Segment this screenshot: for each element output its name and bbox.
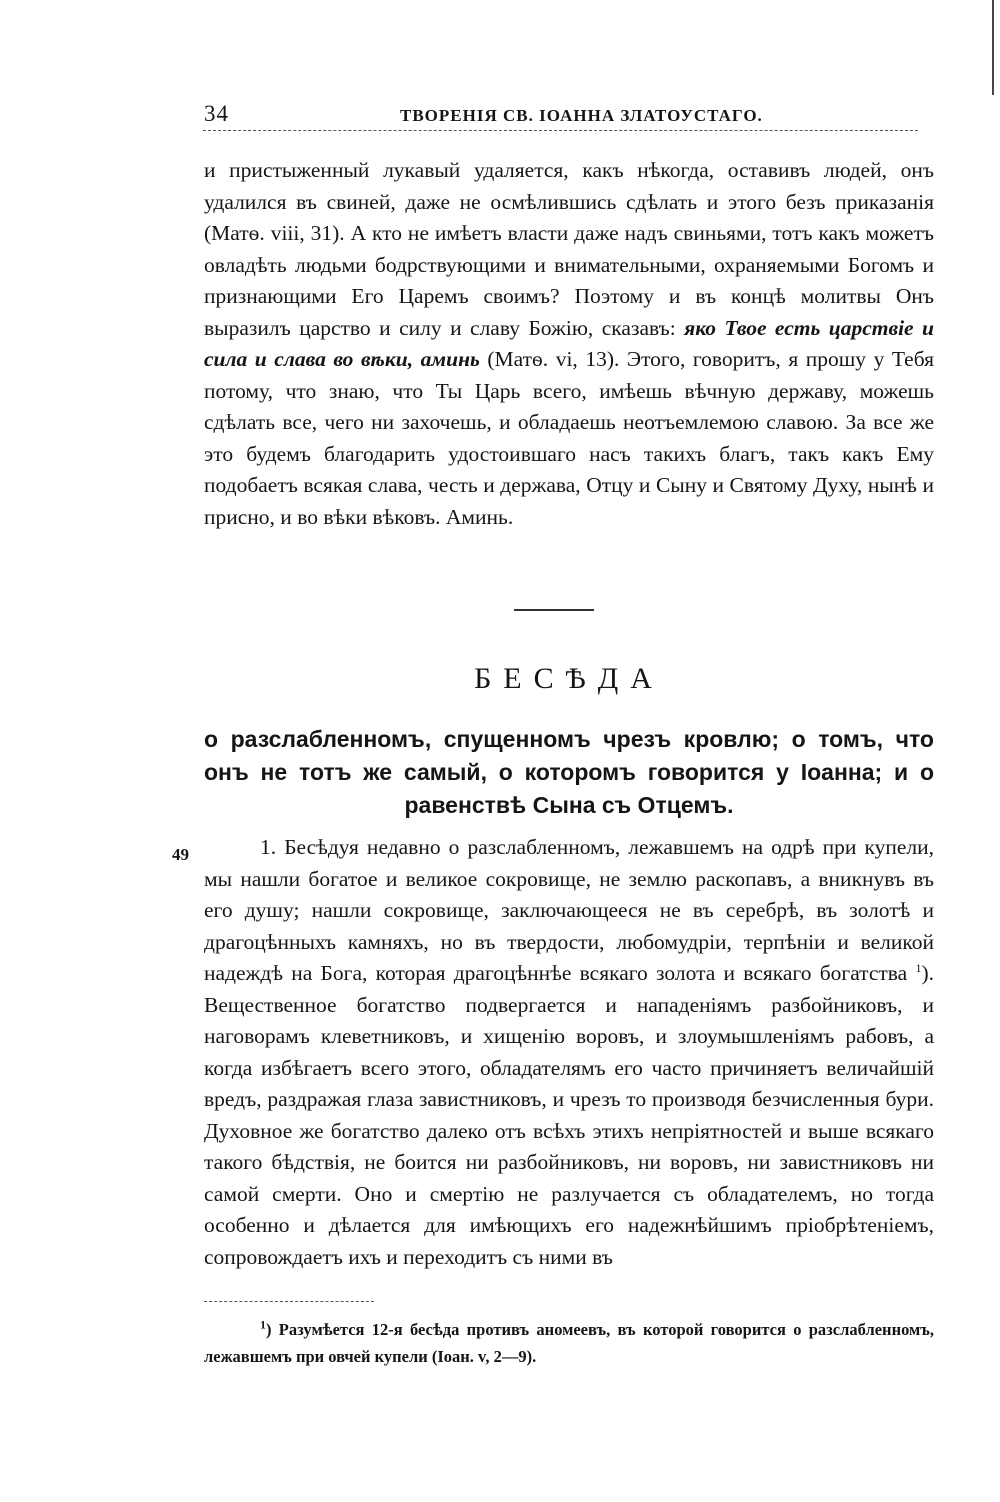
page-number: 34 — [204, 101, 229, 126]
running-header — [204, 101, 944, 129]
continued-text — [204, 155, 934, 533]
homily-heading: БЕСѢДА — [474, 662, 664, 695]
margin-number: 49 — [172, 845, 189, 864]
continued-paragraph — [204, 155, 934, 533]
running-title: ТВОРЕНІЯ СВ. ІОАННА ЗЛАТОУСТАГО. — [400, 106, 763, 125]
header-rule — [203, 130, 918, 131]
homily-paragraph-part1: 1. Бесѣдуя недавно о разслабленномъ, лежавшемъ на одрѣ при купели, мы нашли богатое и великое сокровище, не землю раскопавъ, а вникнувъ въ его душу; нашли сокровище, заключающееся не въ серебрѣ, въ золотѣ и драгоцѣнныхъ камняхъ, но въ твердости, любомудріи, терпѣніи и великой надеждѣ на Бога, которая драгоцѣннѣе всякаго золота и всякаго богатства — [204, 835, 934, 985]
page-edge-line — [992, 0, 994, 95]
footnote-marker: 1 — [260, 1317, 266, 1332]
footnote-reference: 1 — [915, 960, 922, 975]
homily-paragraph — [204, 832, 934, 1273]
homily-subtitle: о разслабленномъ, спущенномъ чрезъ кровлю; о томъ, что онъ не тотъ же самый, о которомъ говорится у Іоанна; и о равенствѣ Сына съ Отцемъ. — [204, 726, 934, 818]
homily-paragraph-part2: ). Вещественное богатство подвергается и нападеніямъ разбойниковъ, и наговорамъ клеветниковъ, и хищенію воровъ, и злоумышленіямъ рабовъ, а когда избѣгаетъ всего этого, обладателямъ его часто причиняетъ величайшій вредъ, раздражая глаза завистниковъ, и чрезъ то производя безчисленныя бури. Духовное же богатство далеко отъ всѣхъ этихъ непріятностей и выше всякаго такого бѣдствія, не боится ни разбойниковъ, ни воровъ, ни завистниковъ ни самой смерти. Оно и смертію не разлучается съ обладателемъ, но тогда особенно и дѣлается для имѣющихъ его надежнѣйшимъ пріобрѣтеніемъ, сопровождаетъ ихъ и переходитъ съ ними въ — [204, 961, 934, 1269]
footnote — [204, 1316, 934, 1370]
footnote-text: ) Разумѣется 12-я бесѣда противъ аномеевъ, въ которой говорится о разслабленномъ, лежавшемъ при овчей купели (Іоан. v, 2—9). — [204, 1320, 934, 1366]
footnote-rule — [204, 1301, 374, 1302]
footnote-paragraph — [204, 1316, 934, 1370]
continued-text-part1: и пристыженный лукавый удаляется, какъ нѣкогда, оставивъ людей, онъ удалился въ свиней, даже не осмѣлившись сдѣлать и этого безъ приказанія (Матѳ. viii, 31). А кто не имѣетъ власти даже надъ свиньями, тотъ какъ можетъ овладѣть людьми бодрствующими и внимательными, охраняемыми Богомъ и признающими Его Царемъ своимъ? Поэтому и въ концѣ молитвы Онъ выразилъ царство и силу и славу Божію, сказавъ: — [204, 158, 934, 340]
section-separator — [514, 609, 594, 611]
homily-text — [204, 832, 934, 1273]
prayer-quote: яко Твое есть царствіе и сила и слава во вѣки, аминь — [204, 315, 934, 371]
continued-text-part2: (Матѳ. vi, 13). Этого, говоритъ, я прошу у Тебя потому, что знаю, что Ты Царь всего, имѣешь вѣчную державу, можешь сдѣлать все, чего ни захочешь, и обладаешь неотъемлемою славою. За все же это будемъ благодарить удостоившаго насъ такихъ благъ, такъ какъ Ему подобаетъ всякая слава, честь и держава, Отцу и Сыну и Святому Духу, нынѣ и присно, и во вѣки вѣковъ. Аминь. — [204, 347, 934, 529]
